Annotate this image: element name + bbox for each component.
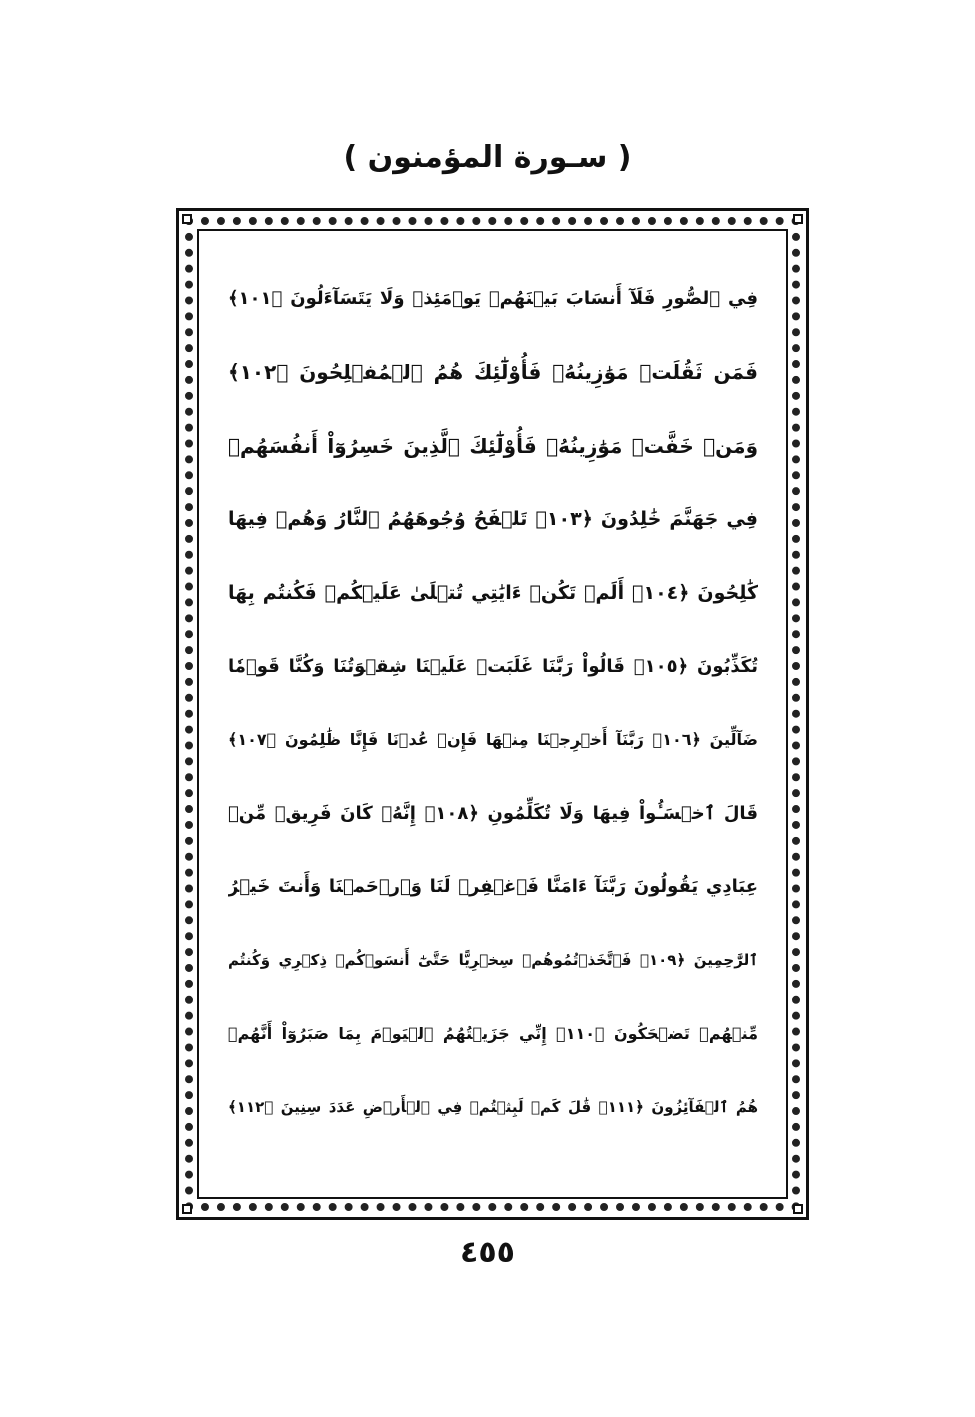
corner-ornament — [793, 214, 803, 224]
text-line-content: هُمُ ٱلۡفَآئِزُونَ ﴿١١١﴾ قَٰلَ كَمۡ لَبِثۡتُمۡ فِي ٱلۡأَرۡضِ عَدَدَ سِنِينَ ﴿١١٢﴾ — [228, 1098, 758, 1117]
text-line — [228, 630, 758, 704]
text-line — [228, 703, 758, 777]
text-line — [228, 483, 758, 557]
text-line — [228, 850, 758, 924]
corner-ornament — [182, 1204, 192, 1214]
text-line — [228, 262, 758, 336]
text-line-content: ضَآلِّينَ ﴿١٠٦﴾ رَبَّنَآ أَخۡرِجۡنَا مِنۡهَا فَإِنۡ عُدۡنَا فَإِنَّا ظَٰلِمُونَ ﴿١٠٧﴾ — [228, 730, 758, 750]
text-line-content: تُكَذِّبُونَ ﴿١٠٥﴾ قَالُواْ رَبَّنَا غَلَبَتۡ عَلَيۡنَا شِقۡوَتُنَا وَكُنَّا قَوۡمٗا — [228, 655, 758, 677]
text-line — [228, 924, 758, 998]
text-line-content: ٱلرَّٰحِمِينَ ﴿١٠٩﴾ فَٱتَّخَذۡتُمُوهُمۡ سِخۡرِيًّا حَتَّىٰٓ أَنسَوۡكُمۡ ذِكۡرِي وَكُنتُم — [228, 951, 758, 970]
surah-title: ( سـورة المؤمنون ) — [343, 140, 632, 175]
quran-text-block — [228, 262, 758, 1144]
text-line-content: وَمَنۡ خَفَّتۡ مَوَٰزِينُهُۥ فَأُوْلَٰٓئِكَ ٱلَّذِينَ خَسِرُوٓاْ أَنفُسَهُمۡ — [228, 433, 758, 458]
text-line-content: فَمَن ثَقُلَتۡ مَوَٰزِينُهُۥ فَأُوْلَٰٓئِكَ هُمُ ٱلۡمُفۡلِحُونَ ﴿١٠٢﴾ — [228, 360, 758, 385]
text-line — [228, 556, 758, 630]
text-line-content: قَالَ ٱخۡسَـُٔواْ فِيهَا وَلَا تُكَلِّمُونِ ﴿١٠٨﴾ إِنَّهُۥ كَانَ فَرِيقٞ مِّنۡ — [228, 802, 758, 824]
page-number: ٤٥٥ — [460, 1235, 515, 1270]
text-line — [228, 777, 758, 851]
text-line — [228, 409, 758, 483]
text-line — [228, 997, 758, 1071]
text-line — [228, 1071, 758, 1145]
text-line-content: فِي ٱلصُّورِ فَلَآ أَنسَابَ بَيۡنَهُمۡ يَوۡمَئِذٖ وَلَا يَتَسَآءَلُونَ ﴿١٠١﴾ — [228, 288, 758, 310]
text-line-content: مِّنۡهُمۡ تَضۡحَكُونَ ﴿١١٠﴾ إِنِّي جَزَيۡتُهُمُ ٱلۡيَوۡمَ بِمَا صَبَرُوٓاْ أَنَّهُمۡ — [228, 1024, 758, 1044]
text-line — [228, 336, 758, 410]
text-line-content: كَٰلِحُونَ ﴿١٠٤﴾ أَلَمۡ تَكُنۡ ءَايَٰتِي تُتۡلَىٰ عَلَيۡكُمۡ فَكُنتُم بِهَا — [228, 581, 758, 604]
corner-ornament — [182, 214, 192, 224]
text-line-content: عِبَادِي يَقُولُونَ رَبَّنَآ ءَامَنَّا فَٱغۡفِرۡ لَنَا وَٱرۡحَمۡنَا وَأَنتَ خَيۡرُ — [228, 876, 758, 898]
corner-ornament — [793, 1204, 803, 1214]
text-line-content: فِي جَهَنَّمَ خَٰلِدُونَ ﴿١٠٣﴾ تَلۡفَحُ وُجُوهَهُمُ ٱلنَّارُ وَهُمۡ فِيهَا — [228, 508, 758, 531]
